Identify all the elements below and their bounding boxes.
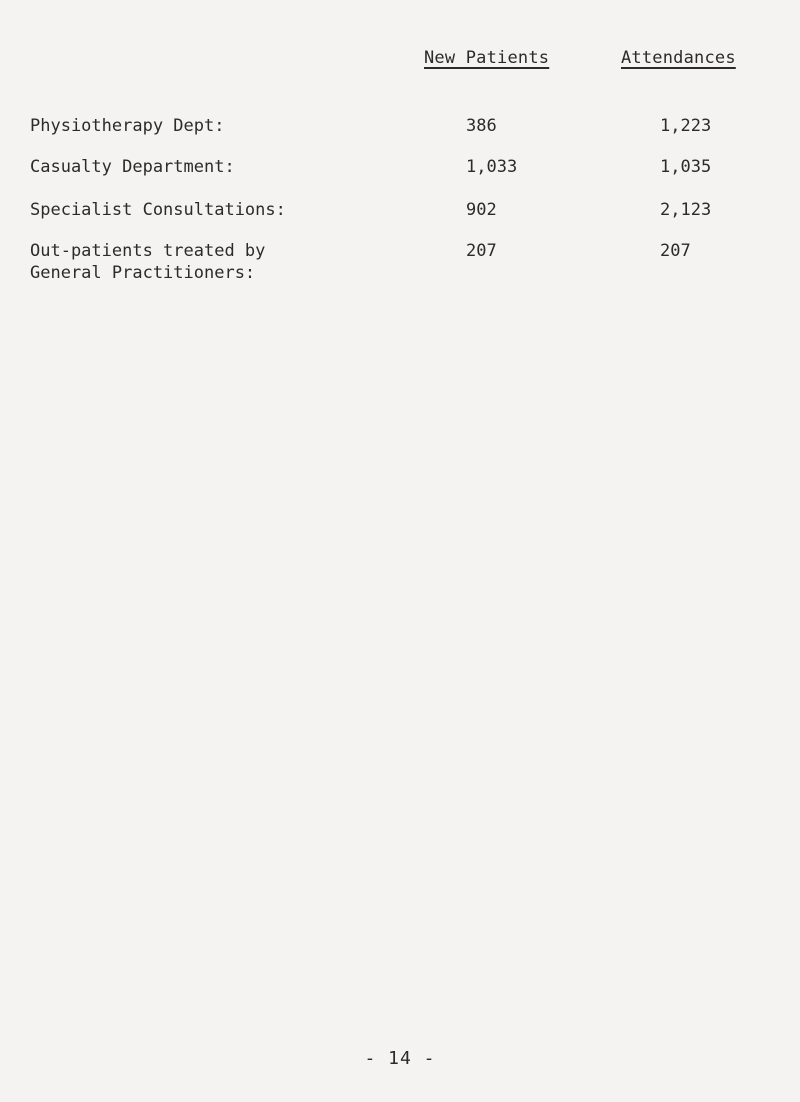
attendances-value: 1,035 [660, 157, 712, 177]
column-header-new-patients: New Patients [424, 48, 550, 68]
new-patients-value: 207 [466, 241, 497, 261]
attendances-value: 207 [660, 241, 691, 261]
row-label: Casualty Department: [30, 157, 235, 177]
new-patients-value: 1,033 [466, 157, 518, 177]
row-label: Specialist Consultations: [30, 200, 286, 220]
row-label: Physiotherapy Dept: [30, 116, 225, 136]
attendances-value: 2,123 [660, 200, 712, 220]
new-patients-value: 902 [466, 200, 497, 220]
page-number: - 14 - [364, 1048, 436, 1069]
attendances-value: 1,223 [660, 116, 712, 136]
row-label: Out-patients treated by General Practitioners: [30, 241, 266, 283]
column-header-attendances: Attendances [621, 48, 736, 68]
new-patients-value: 386 [466, 116, 497, 136]
